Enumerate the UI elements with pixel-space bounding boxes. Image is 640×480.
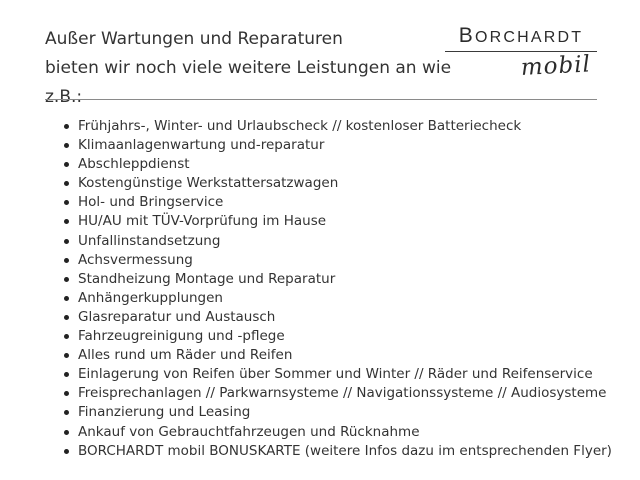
list-item xyxy=(64,442,624,461)
borchardt-logo xyxy=(445,25,597,81)
bullet-icon xyxy=(64,372,69,377)
service-text: Glasreparatur und Austausch xyxy=(78,308,276,325)
service-text: Frühjahrs-, Winter- und Urlaubscheck // kostenloser Batteriecheck xyxy=(78,118,522,134)
list-item xyxy=(64,346,624,365)
bullet-icon xyxy=(64,181,69,186)
bullet-icon xyxy=(64,200,69,205)
list-item xyxy=(64,270,624,289)
service-text: Alles rund um Räder und Reifen xyxy=(78,347,293,364)
intro-line-2: bieten wir noch viele weitere Leistungen an wie z.B.: xyxy=(45,58,452,107)
bullet-icon xyxy=(64,391,69,396)
logo-brand-text: BORCHARDT xyxy=(458,24,584,47)
service-text: Fahrzeugreinigung und -pflege xyxy=(78,328,285,345)
service-text: Klimaanlagenwartung und-reparatur xyxy=(78,137,325,154)
bullet-icon xyxy=(64,124,69,129)
list-item xyxy=(64,136,624,155)
list-item xyxy=(64,403,624,422)
list-item xyxy=(64,365,624,384)
intro-line-1: Außer Wartungen und Reparaturen xyxy=(45,29,343,49)
bullet-icon xyxy=(64,296,69,301)
service-text: HU/AU mit TÜV-Vorprüfung im Hause xyxy=(78,213,327,230)
service-text: Ankauf von Gebrauchtfahrzeugen und Rücknahme xyxy=(78,423,420,440)
bullet-icon xyxy=(64,219,69,224)
list-item xyxy=(64,117,624,136)
header-separator xyxy=(45,99,597,100)
bullet-icon xyxy=(64,162,69,167)
list-item xyxy=(64,212,624,231)
bullet-icon xyxy=(64,239,69,244)
service-text: Standheizung Montage und Reparatur xyxy=(78,270,336,287)
bullet-icon xyxy=(64,449,69,454)
service-text: Freisprechanlagen // Parkwarnsysteme // Navigationssysteme // Audiosysteme xyxy=(78,385,607,402)
bullet-icon xyxy=(64,143,69,148)
bullet-icon xyxy=(64,277,69,282)
service-text: Abschleppdienst xyxy=(78,156,190,173)
list-item xyxy=(64,327,624,346)
service-text: Anhängerkupplungen xyxy=(78,289,223,306)
list-item xyxy=(64,193,624,212)
service-text: Finanzierung und Leasing xyxy=(78,404,251,421)
bullet-icon xyxy=(64,315,69,320)
list-item xyxy=(64,155,624,174)
list-item xyxy=(64,174,624,193)
bullet-icon xyxy=(64,430,69,435)
logo-script-text: mobil xyxy=(520,51,592,81)
list-item xyxy=(64,308,624,327)
bullet-icon xyxy=(64,410,69,415)
service-text: Hol- und Bringservice xyxy=(78,194,224,211)
bullet-icon xyxy=(64,258,69,263)
service-text: Einlagerung von Reifen über Sommer und Winter // Räder und Reifenservice xyxy=(78,366,593,383)
services-list xyxy=(64,117,624,461)
list-item xyxy=(64,289,624,308)
list-item xyxy=(64,232,624,251)
service-text: Kostengünstige Werkstattersatzwagen xyxy=(78,175,339,192)
list-item xyxy=(64,251,624,270)
list-item xyxy=(64,423,624,442)
bullet-icon xyxy=(64,334,69,339)
service-text: BORCHARDT mobil BONUSKARTE (weitere Infos dazu im entsprechenden Flyer) xyxy=(78,442,612,459)
list-item xyxy=(64,384,624,403)
service-text: Unfallinstandsetzung xyxy=(78,232,221,249)
service-text: Achsvermessung xyxy=(78,251,193,268)
bullet-icon xyxy=(64,353,69,358)
